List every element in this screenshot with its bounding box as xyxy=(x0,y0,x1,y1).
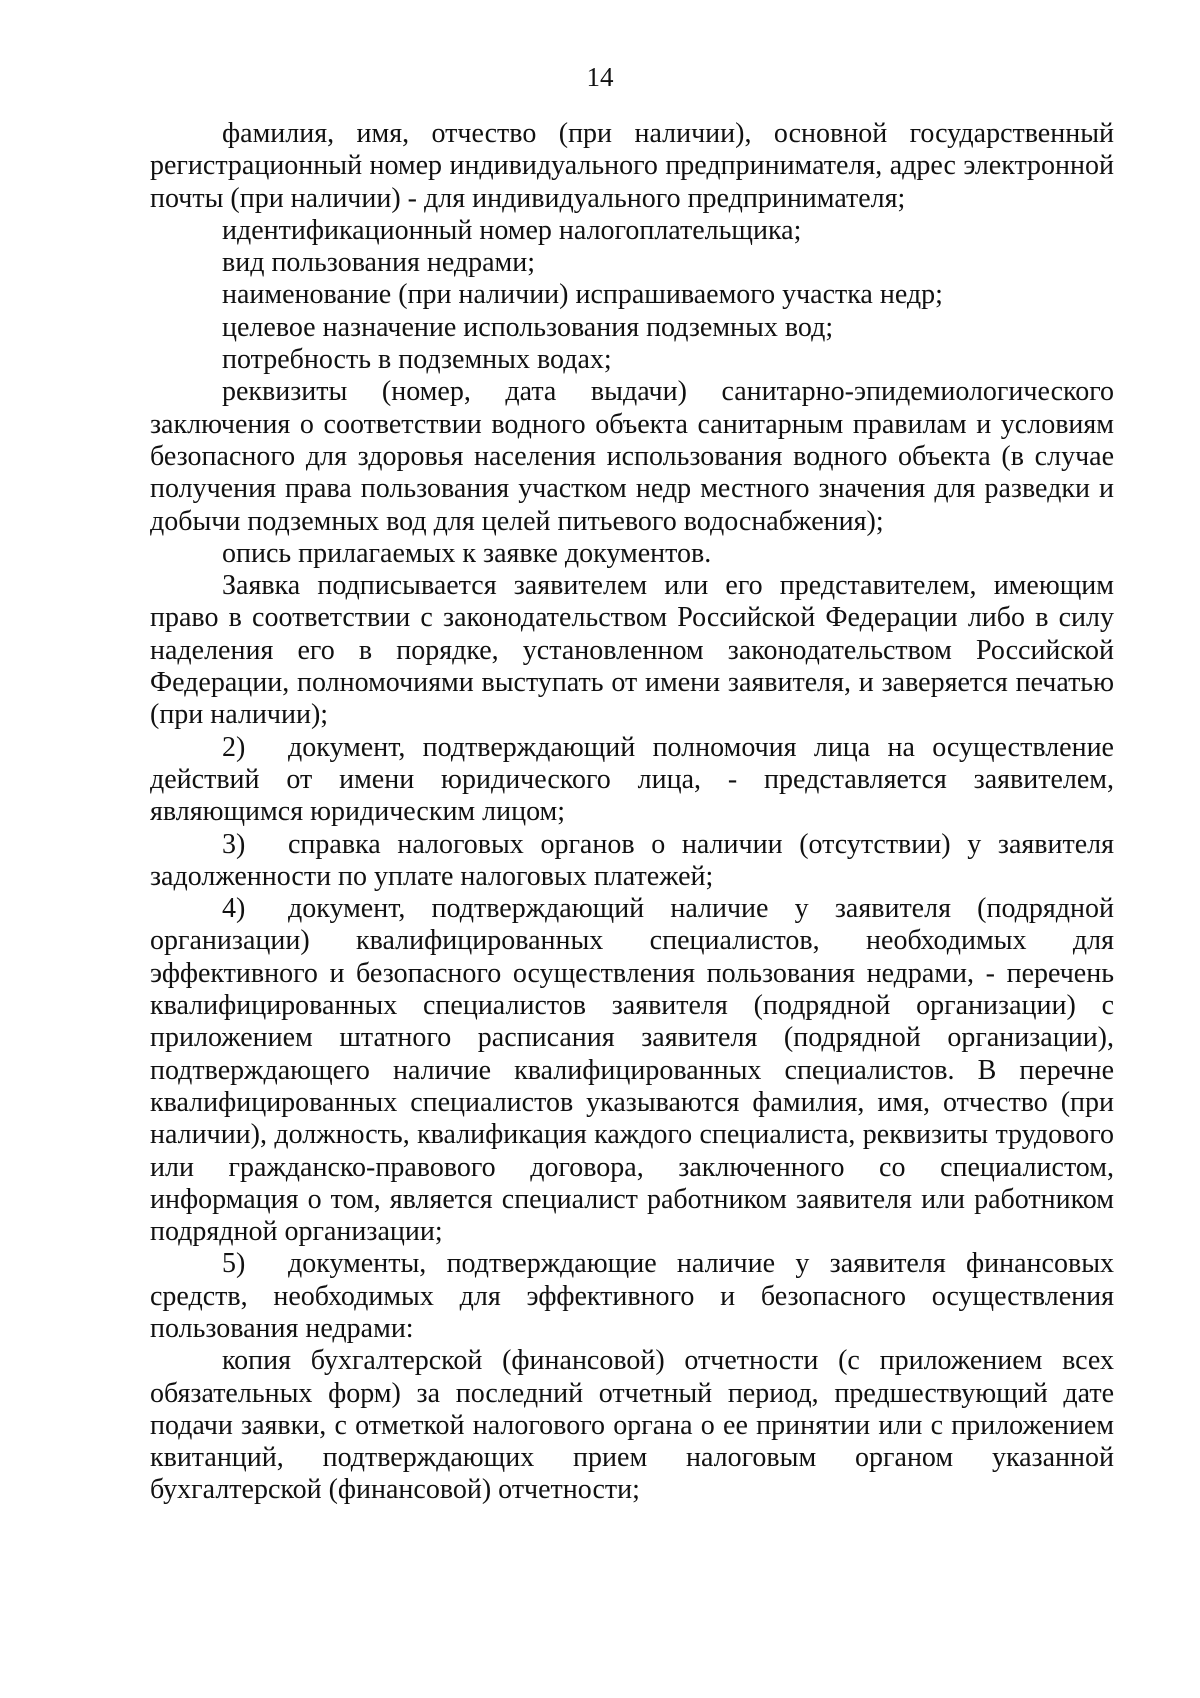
paragraph-5: целевое назначение использования подземных вод; xyxy=(222,311,834,343)
paragraph-4: наименование (при наличии) испрашиваемого участка недр; xyxy=(222,279,943,311)
paragraph-2: идентификационный номер налогоплательщика; xyxy=(222,214,802,246)
list-item-3: 3) справка налоговых органов о наличии (отсутствии) у заявителя задолженности по уплате налоговых платежей; xyxy=(150,828,1114,892)
list-number: 4) xyxy=(222,893,246,925)
list-number: 5) xyxy=(222,1248,246,1280)
page-number: 14 xyxy=(586,62,614,92)
list-number: 3) xyxy=(222,828,246,860)
paragraph-9: Заявка подписывается заявителем или его представителем, имеющим право в соответствии с законодательством Российской Федерации либо в силу наделения его в порядке, установленном законодательством Российской Федерации, полномочиями выступать от имени заявителя, и заверяется печатью (при наличии); xyxy=(150,570,1114,731)
list-item-5: 5) документы, подтверждающие наличие у заявителя финансовых средств, необходимых для эффективного и безопасного осуществления пользования недрами: xyxy=(150,1248,1114,1344)
list-item-4: 4) документ, подтверждающий наличие у заявителя (подрядной организации) квалифицированных специалистов, необходимых для эффективного и безопасного осуществления пользования недрами, - перечень квалифицированных специалистов заявителя (подрядной организации) с приложением штатного расписания заявителя (подрядной организации), подтверждающего наличие квалифицированных специалистов. В перечне квалифицированных специалистов указываются фамилия, имя, отчество (при наличии), должность, квалификация каждого специалиста, реквизиты трудового или гражданско-правового договора, заключенного со специалистом, информация о том, является специалист работником заявителя или работником подрядной организации; xyxy=(150,893,1114,1248)
list-number: 2) xyxy=(222,731,246,763)
paragraph-6: потребность в подземных водах; xyxy=(222,344,612,376)
paragraph-7: реквизиты (номер, дата выдачи) санитарно-эпидемиологического заключения о соответствии водного объекта санитарным правилам и условиям безопасного для здоровья населения использования водного объекта (в случае получения права пользования участком недр местного значения для разведки и добычи подземных вод для целей питьевого водоснабжения); xyxy=(150,376,1114,537)
document-body xyxy=(150,118,1114,1507)
paragraph-8: опись прилагаемых к заявке документов. xyxy=(222,537,712,569)
paragraph-3: вид пользования недрами; xyxy=(222,247,536,279)
paragraph-1: фамилия, имя, отчество (при наличии), основной государственный регистрационный номер индивидуального предпринимателя, адрес электронной почты (при наличии) - для индивидуального предпринимателя; xyxy=(150,118,1114,214)
paragraph-14: копия бухгалтерской (финансовой) отчетности (с приложением всех обязательных форм) за последний отчетный период, предшествующий дате подачи заявки, с отметкой налогового органа о ее принятии или с приложением квитанций, подтверждающих прием налоговым органом указанной бухгалтерской (финансовой) отчетности; xyxy=(150,1345,1114,1506)
list-item-2: 2) документ, подтверждающий полномочия лица на осуществление действий от имени юридического лица, - представляется заявителем, являющимся юридическим лицом; xyxy=(150,731,1114,828)
